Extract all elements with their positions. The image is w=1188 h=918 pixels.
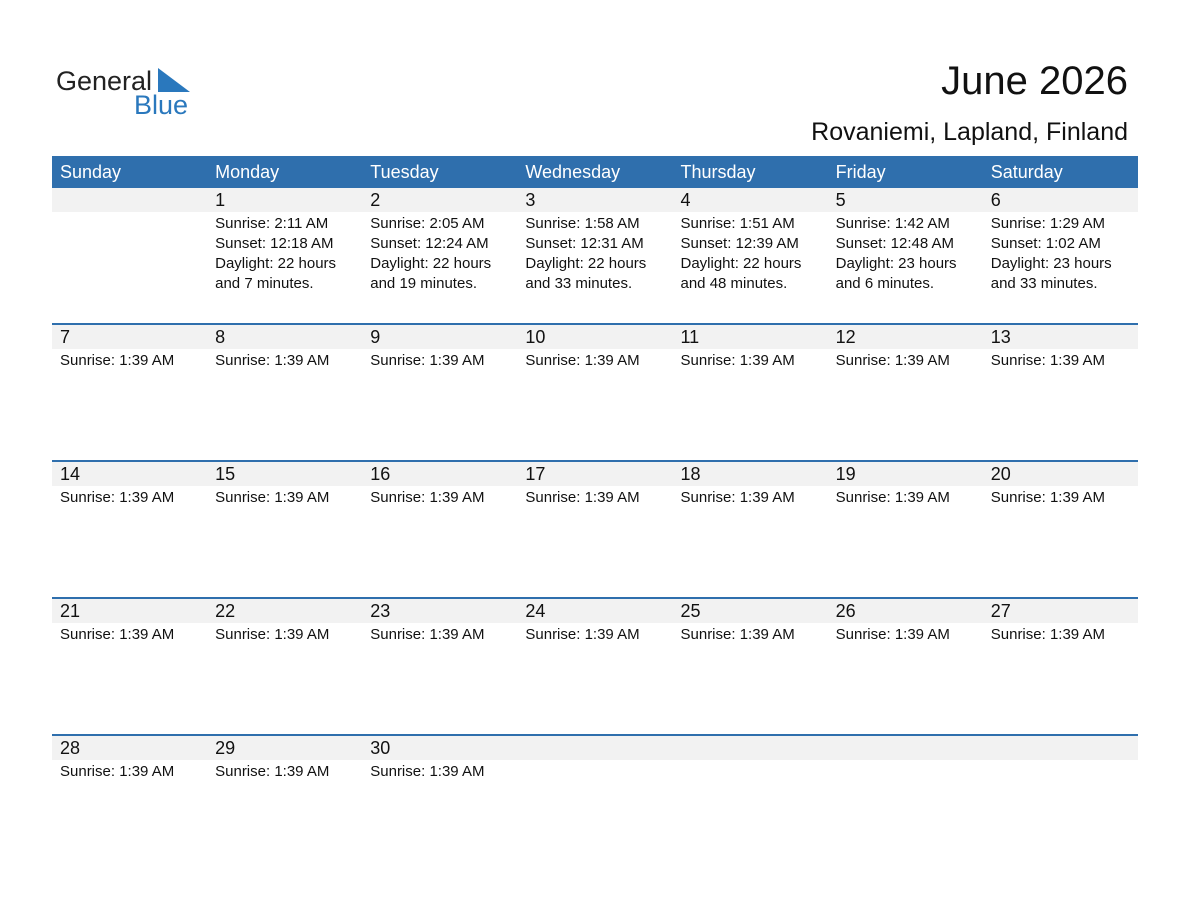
sun-info-line: Sunrise: 1:39 AM — [370, 763, 485, 780]
sun-info-line: Sunrise: 1:39 AM — [990, 489, 1105, 506]
sun-info-line: Sunrise: 1:39 AM — [215, 352, 330, 369]
day-number: 23 — [370, 601, 391, 621]
day-number: 1 — [215, 190, 226, 210]
sun-info-line: Sunrise: 1:39 AM — [990, 626, 1105, 643]
weekday-header: Sunday — [60, 162, 122, 182]
sun-info-line: and 19 minutes. — [370, 275, 477, 292]
day-cell — [362, 325, 517, 371]
weekday-header-row — [52, 156, 1138, 188]
day-cell — [207, 188, 362, 294]
sun-info-line: Sunrise: 1:39 AM — [60, 763, 175, 780]
sun-info-line: Sunrise: 1:39 AM — [835, 626, 950, 643]
sun-info — [836, 488, 983, 508]
weekday-header: Tuesday — [370, 162, 439, 182]
sun-info — [836, 351, 983, 371]
sun-info — [370, 488, 517, 508]
day-number: 28 — [60, 738, 81, 758]
sun-info-line: Sunrise: 1:39 AM — [215, 489, 330, 506]
day-number: 11 — [680, 327, 700, 347]
sun-info-line: Daylight: 22 hours — [680, 255, 802, 272]
sun-info — [60, 625, 207, 645]
sun-info — [215, 488, 362, 508]
sun-info-line: and 6 minutes. — [835, 275, 935, 292]
weekday-header: Monday — [215, 162, 280, 182]
day-number: 22 — [215, 601, 236, 621]
sun-info — [681, 488, 828, 508]
sun-info — [215, 625, 362, 645]
sun-info — [215, 351, 362, 371]
day-cell — [52, 599, 207, 645]
sun-info-line: Sunrise: 1:42 AM — [835, 215, 950, 232]
weekday-header: Saturday — [990, 162, 1063, 182]
sun-info-line: Sunrise: 1:39 AM — [60, 489, 175, 506]
day-number: 8 — [215, 327, 226, 347]
day-number: 2 — [370, 190, 381, 210]
sun-info — [525, 351, 672, 371]
weekday-header: Thursday — [680, 162, 756, 182]
day-number: 14 — [60, 464, 81, 484]
week-cells — [52, 462, 1138, 508]
day-cell — [207, 325, 362, 371]
day-number: 4 — [680, 190, 691, 210]
sun-info-line: Sunrise: 1:51 AM — [680, 215, 795, 232]
day-cell — [52, 462, 207, 508]
day-cell — [52, 736, 207, 782]
day-number: 30 — [370, 738, 391, 758]
sun-info-line: Sunrise: 1:39 AM — [525, 626, 640, 643]
sun-info-line: Sunrise: 1:39 AM — [525, 489, 640, 506]
sun-info — [991, 625, 1138, 645]
sun-info-line: Sunset: 1:02 AM — [990, 235, 1101, 252]
sun-info — [215, 762, 362, 782]
sun-info-line: Sunrise: 2:05 AM — [370, 215, 485, 232]
sun-info-line: Sunrise: 1:39 AM — [525, 352, 640, 369]
sun-info-line: Sunset: 12:48 AM — [835, 235, 955, 252]
day-number: 17 — [525, 464, 546, 484]
sun-info — [215, 214, 362, 294]
day-number: 27 — [990, 601, 1011, 621]
sun-info — [681, 214, 828, 294]
sun-info-line: Sunrise: 1:39 AM — [370, 352, 485, 369]
sun-info-line: Sunrise: 1:39 AM — [60, 626, 175, 643]
day-cell — [983, 599, 1138, 645]
sun-info — [370, 214, 517, 294]
day-cell — [517, 462, 672, 508]
sun-info — [681, 625, 828, 645]
day-number: 3 — [525, 190, 536, 210]
day-cell — [983, 325, 1138, 371]
day-cell — [673, 462, 828, 508]
calendar-week-row — [52, 188, 1138, 323]
day-cell — [983, 462, 1138, 508]
sun-info-line: Sunrise: 1:39 AM — [215, 763, 330, 780]
sun-info — [525, 214, 672, 294]
day-cell — [828, 736, 983, 782]
sun-info-line: Sunrise: 1:39 AM — [215, 626, 330, 643]
day-cell — [828, 188, 983, 294]
sun-info-line: Sunset: 12:18 AM — [215, 235, 334, 252]
day-number: 19 — [835, 464, 856, 484]
calendar-week-row — [52, 734, 1138, 871]
day-number: 21 — [60, 601, 81, 621]
day-number — [681, 736, 828, 760]
day-number: 15 — [215, 464, 236, 484]
week-cells — [52, 599, 1138, 645]
day-cell — [52, 188, 207, 294]
day-cell — [517, 599, 672, 645]
sun-info-line: Daylight: 22 hours — [215, 255, 337, 272]
day-number: 7 — [60, 327, 71, 347]
sun-info-line: Sunrise: 1:29 AM — [990, 215, 1105, 232]
sun-info — [370, 762, 517, 782]
calendar-week-row — [52, 460, 1138, 597]
sun-info-line: Sunrise: 1:39 AM — [835, 352, 950, 369]
sun-info-line: and 48 minutes. — [680, 275, 788, 292]
logo — [56, 66, 196, 118]
day-cell — [362, 188, 517, 294]
day-number: 25 — [680, 601, 701, 621]
day-cell — [828, 599, 983, 645]
sun-info-line: Sunrise: 1:39 AM — [680, 626, 795, 643]
day-number: 20 — [990, 464, 1011, 484]
day-cell — [207, 599, 362, 645]
sun-info — [991, 488, 1138, 508]
sun-info-line: Sunset: 12:24 AM — [370, 235, 489, 252]
sun-info-line: Sunrise: 2:11 AM — [215, 215, 329, 232]
weekday-header: Friday — [835, 162, 886, 182]
day-number: 16 — [370, 464, 391, 484]
sun-info-line: Sunrise: 1:58 AM — [525, 215, 640, 232]
day-cell — [517, 188, 672, 294]
sun-info-line: Daylight: 23 hours — [835, 255, 957, 272]
day-number: 6 — [990, 190, 1001, 210]
day-cell — [983, 188, 1138, 294]
day-cell — [673, 325, 828, 371]
sun-info — [525, 625, 672, 645]
sun-info-line: Sunrise: 1:39 AM — [370, 489, 485, 506]
sun-info-line: and 33 minutes. — [525, 275, 633, 292]
sun-info — [525, 488, 672, 508]
location-subtitle: Rovaniemi, Lapland, Finland — [811, 118, 1128, 146]
sun-info — [991, 351, 1138, 371]
day-cell — [52, 325, 207, 371]
day-number: 13 — [990, 327, 1011, 347]
sun-info — [991, 214, 1138, 294]
sun-info-line: Sunrise: 1:39 AM — [60, 352, 175, 369]
day-number: 12 — [835, 327, 856, 347]
day-number — [60, 188, 207, 212]
sun-info-line: Daylight: 22 hours — [525, 255, 647, 272]
day-cell — [828, 325, 983, 371]
day-cell — [673, 188, 828, 294]
day-number: 9 — [370, 327, 381, 347]
day-cell — [207, 736, 362, 782]
day-cell — [207, 462, 362, 508]
sun-info-line: Sunrise: 1:39 AM — [835, 489, 950, 506]
day-number: 26 — [835, 601, 856, 621]
sun-info-line: Daylight: 23 hours — [990, 255, 1112, 272]
day-number: 18 — [680, 464, 701, 484]
day-cell — [362, 462, 517, 508]
sun-info-line: and 7 minutes. — [215, 275, 314, 292]
calendar — [52, 156, 1138, 871]
sun-info-line: Sunset: 12:31 AM — [525, 235, 644, 252]
day-number: 10 — [525, 327, 546, 347]
sun-info-line: Sunrise: 1:39 AM — [680, 489, 795, 506]
day-number: 29 — [215, 738, 236, 758]
sun-info — [370, 351, 517, 371]
week-cells — [52, 188, 1138, 294]
day-cell — [828, 462, 983, 508]
day-number: 24 — [525, 601, 546, 621]
day-number: 5 — [835, 190, 846, 210]
sun-info — [60, 488, 207, 508]
week-cells — [52, 736, 1138, 782]
weekday-header: Wednesday — [525, 162, 621, 182]
day-cell — [517, 325, 672, 371]
sun-info-line: Sunrise: 1:39 AM — [990, 352, 1105, 369]
day-number — [836, 736, 983, 760]
calendar-weeks — [52, 188, 1138, 871]
day-cell — [362, 736, 517, 782]
page-title: June 2026 — [941, 59, 1128, 103]
sun-info-line: Sunset: 12:39 AM — [680, 235, 799, 252]
sun-info — [370, 625, 517, 645]
day-number — [991, 736, 1138, 760]
day-cell — [362, 599, 517, 645]
logo-blue-text: Blue — [134, 90, 189, 120]
day-cell — [517, 736, 672, 782]
sun-info-line: and 33 minutes. — [990, 275, 1098, 292]
sun-info — [836, 214, 983, 294]
day-cell — [673, 736, 828, 782]
week-cells — [52, 325, 1138, 371]
sun-info — [60, 351, 207, 371]
day-cell — [983, 736, 1138, 782]
sun-info-line: Sunrise: 1:39 AM — [370, 626, 485, 643]
sun-info — [681, 351, 828, 371]
calendar-week-row — [52, 597, 1138, 734]
sun-info-line: Daylight: 22 hours — [370, 255, 492, 272]
logo-general-text: General — [56, 66, 153, 96]
day-cell — [673, 599, 828, 645]
sun-info-line: Sunrise: 1:39 AM — [680, 352, 795, 369]
calendar-week-row — [52, 323, 1138, 460]
day-number — [525, 736, 672, 760]
sun-info — [836, 625, 983, 645]
sun-info — [60, 762, 207, 782]
